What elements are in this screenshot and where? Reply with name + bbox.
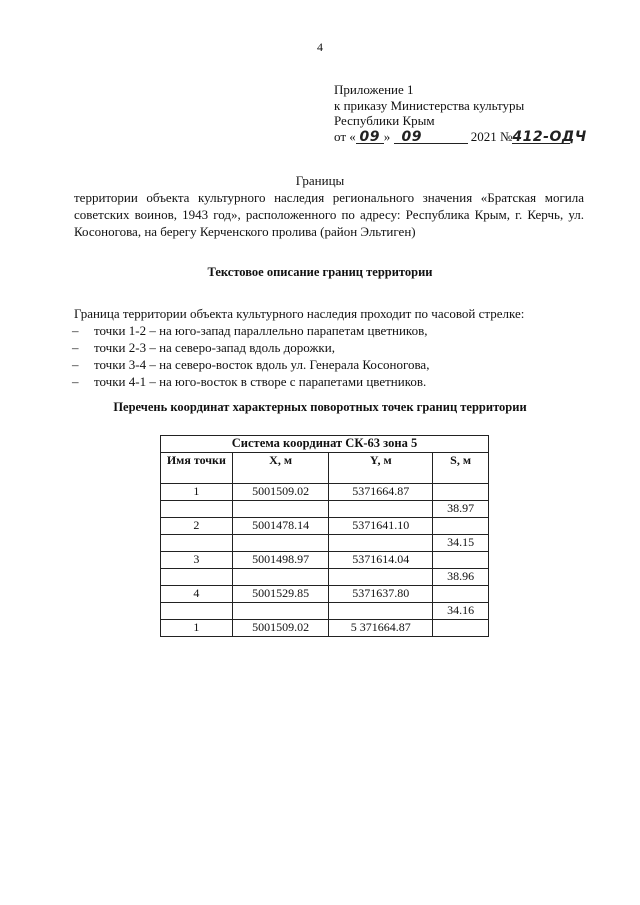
handwritten-month: 09: [394, 131, 468, 144]
cell-x: 5001509.02: [232, 484, 329, 501]
appendix-header: [334, 82, 587, 145]
cell-point-name: 2: [161, 518, 233, 535]
cell-x: 5001498.97: [232, 552, 329, 569]
list-item: [72, 339, 429, 356]
list-item: [72, 356, 429, 373]
cell-s: [433, 552, 489, 569]
cell-x: [232, 603, 329, 620]
cell-y: [329, 603, 433, 620]
cell-x: [232, 535, 329, 552]
order-year: 2021: [470, 128, 497, 144]
list-item-text: точки 4-1 – на юго-восток в створе с парапетами цветников.: [94, 374, 427, 389]
column-header-x: X, м: [232, 453, 329, 484]
cell-x: 5001509.02: [232, 620, 329, 637]
table-system-row: [161, 436, 489, 453]
table-row: [161, 586, 489, 603]
handwritten-order-number: 412-ОДЧ: [512, 128, 587, 145]
cell-s: 38.97: [433, 501, 489, 518]
cell-s: [433, 620, 489, 637]
coordinates-table: [160, 435, 489, 637]
dash-marker: –: [72, 357, 79, 372]
cell-s: [433, 518, 489, 535]
cell-point-name: 3: [161, 552, 233, 569]
cell-s: 34.16: [433, 603, 489, 620]
list-item-text: точки 3-4 – на северо-восток вдоль ул. Генерала Косоногова,: [94, 357, 430, 372]
cell-y: 5371641.10: [329, 518, 433, 535]
table-row: [161, 603, 489, 620]
cell-x: 5001529.85: [232, 586, 329, 603]
cell-y: 5371637.80: [329, 586, 433, 603]
cell-point-name: [161, 603, 233, 620]
cell-point-name: [161, 501, 233, 518]
cell-point-name: 1: [161, 484, 233, 501]
document-title: Границы: [295, 173, 345, 188]
cell-point-name: 1: [161, 620, 233, 637]
table-title: Перечень координат характерных поворотных точек границ территории: [113, 400, 527, 414]
coordinate-system-header: Система координат СК-63 зона 5: [161, 436, 489, 453]
cell-y: 5371614.04: [329, 552, 433, 569]
cell-s: [433, 586, 489, 603]
table-header-row: [161, 453, 489, 484]
cell-x: [232, 569, 329, 586]
column-header-y: Y, м: [329, 453, 433, 484]
table-row: [161, 620, 489, 637]
cell-x: 5001478.14: [232, 518, 329, 535]
cell-y: 5371664.87: [329, 484, 433, 501]
cell-y: [329, 501, 433, 518]
column-header-point-name: Имя точки: [161, 453, 233, 484]
date-prefix: от «: [334, 128, 356, 144]
cell-point-name: [161, 535, 233, 552]
page-number: 4: [317, 40, 323, 54]
cell-s: 34.15: [433, 535, 489, 552]
column-header-s: S, м: [433, 453, 489, 484]
list-item: [72, 322, 429, 339]
appendix-line-3: Республики Крым: [334, 113, 435, 128]
cell-point-name: 4: [161, 586, 233, 603]
dash-marker: –: [72, 374, 79, 389]
table-row: [161, 552, 489, 569]
cell-y: [329, 535, 433, 552]
section-title-text-description: Текстовое описание границ территории: [207, 265, 433, 279]
boundary-segments-list: [72, 322, 429, 390]
cell-point-name: [161, 569, 233, 586]
dash-marker: –: [72, 340, 79, 355]
appendix-line-1: Приложение 1: [334, 82, 414, 97]
table-row: [161, 518, 489, 535]
number-prefix: №: [500, 128, 513, 144]
appendix-line-2: к приказу Министерства культуры: [334, 97, 525, 113]
date-day-close: »: [383, 128, 391, 144]
table-row: [161, 569, 489, 586]
list-item-text: точки 2-3 – на северо-запад вдоль дорожки,: [94, 340, 335, 355]
boundary-intro: Граница территории объекта культурного наследия проходит по часовой стрелке:: [74, 306, 525, 321]
dash-marker: –: [72, 323, 79, 338]
cell-s: [433, 484, 489, 501]
document-subtitle: территории объекта культурного наследия регионального значения «Братская могила советских воинов, 1943 год», расположенного по адресу: Республика Крым, г. Керчь, ул. Косоногова, на берегу Керченского пролива (район Эльтиген): [74, 190, 584, 239]
order-date-line: [334, 128, 587, 145]
table-row: [161, 501, 489, 518]
table-row: [161, 535, 489, 552]
list-item-text: точки 1-2 – на юго-запад параллельно парапетам цветников,: [94, 323, 428, 338]
cell-s: 38.96: [433, 569, 489, 586]
cell-y: 5 371664.87: [329, 620, 433, 637]
table-row: [161, 484, 489, 501]
list-item: [72, 373, 429, 390]
cell-x: [232, 501, 329, 518]
handwritten-day: 09: [356, 131, 384, 144]
cell-y: [329, 569, 433, 586]
